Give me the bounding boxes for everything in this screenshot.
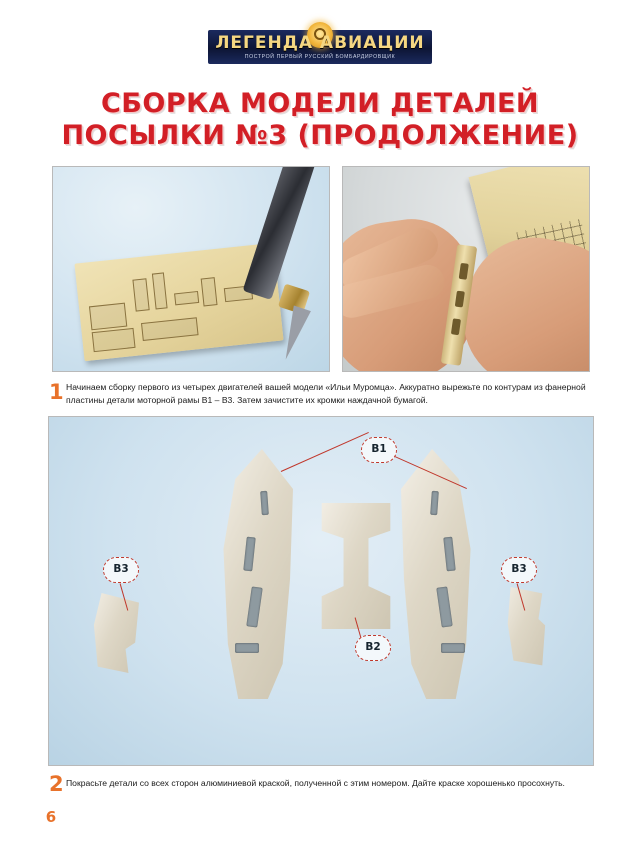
plywood-part [174, 291, 199, 305]
step-2-number: 2 [49, 772, 64, 796]
part-b3-left [91, 593, 139, 673]
step-1-number: 1 [49, 380, 64, 404]
plywood-part [141, 317, 199, 341]
callout-b3-right: B3 [501, 557, 537, 583]
knife-blade [277, 306, 311, 363]
part-slot [235, 643, 259, 653]
callout-b1: B1 [361, 437, 397, 463]
page-title-line1: СБОРКА МОДЕЛИ ДЕТАЛЕЙ [100, 88, 539, 119]
logo-title: ЛЕГЕНДА АВИАЦИИ [215, 33, 425, 53]
knife-handle [243, 166, 318, 300]
plywood-part [89, 303, 127, 331]
plywood-part [132, 278, 149, 311]
step-2-text: Покрасьте детали со всех сторон алюминиевой краской, полученной с этим номером. Дайте краске хорошенько просохнуть. [66, 778, 565, 788]
part-b1-left [219, 449, 293, 699]
part-b2 [317, 503, 395, 629]
photo-removing-part-by-hand [342, 166, 590, 372]
part-slot [459, 263, 469, 280]
part-b3-right [501, 587, 549, 667]
part-slot [455, 291, 465, 308]
callout-b2: B2 [355, 635, 391, 661]
step-1-text: Начинаем сборку первого из четырех двигателей вашей модели «Ильи Муромца». Аккуратно вырежьте по контурам из фанерной пластины детали моторной рамы B1 – B3. Затем зачистите их кромки наждачной бумагой. [66, 382, 586, 406]
page-number: 6 [45, 808, 57, 826]
photo-cut-parts-layout [48, 416, 594, 766]
callout-b3-left: B3 [103, 557, 139, 583]
plywood-part [201, 277, 218, 306]
brand-logo [208, 22, 432, 70]
hobby-knife [249, 166, 303, 372]
leader-line-b1-left [281, 432, 369, 472]
logo-subtitle: ПОСТРОЙ ПЕРВЫЙ РУССКИЙ БОМБАРДИРОВЩИК [244, 54, 396, 60]
page-title-line2: ПОСЫЛКИ №3 (ПРОДОЛЖЕНИЕ) [61, 119, 579, 151]
photo-cutting-with-knife [52, 166, 330, 372]
part-slot [451, 318, 461, 335]
plywood-part [92, 328, 136, 352]
page-title [40, 88, 600, 152]
plywood-part [152, 272, 168, 309]
part-slot [441, 643, 465, 653]
